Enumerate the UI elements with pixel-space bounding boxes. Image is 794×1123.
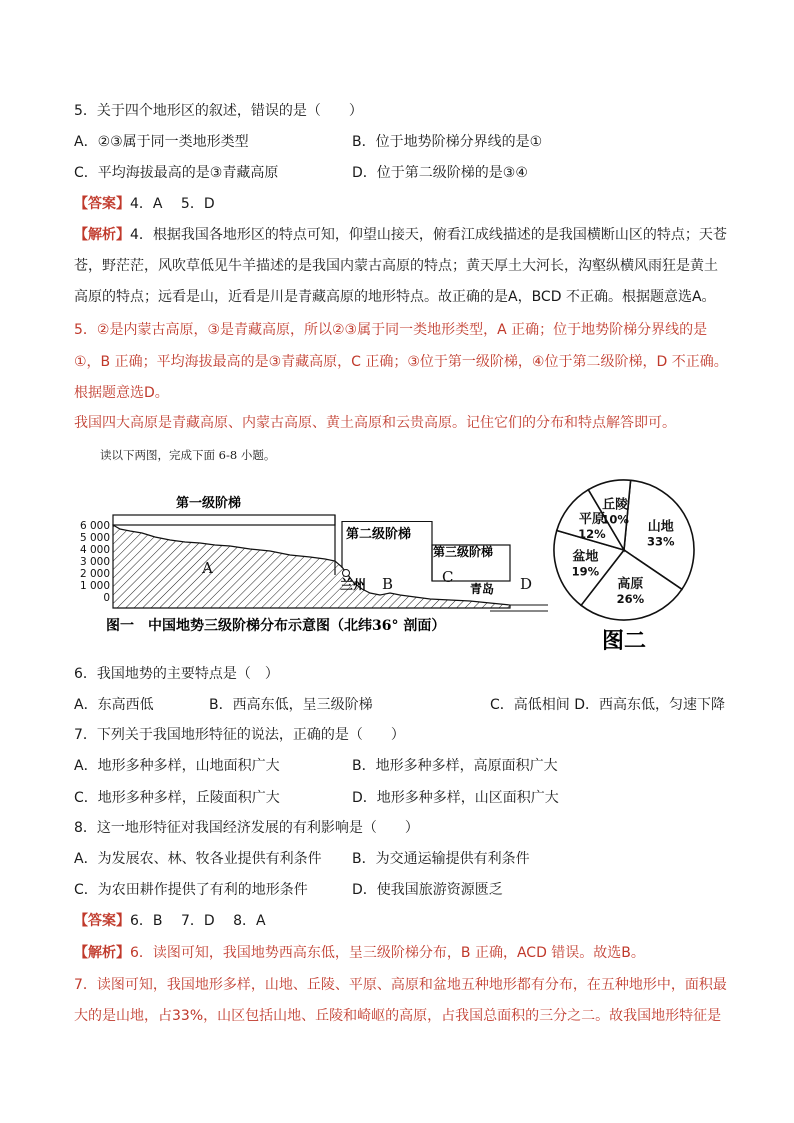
y-tick-label: 0 — [103, 592, 110, 604]
q8-option-b: B．为交通运输提供有利条件 — [352, 851, 530, 867]
answer-tag: 【答案】 — [74, 913, 130, 929]
q8-option-d: D．使我国旅游资源匮乏 — [352, 882, 503, 898]
qingdao-label: 青岛 — [470, 582, 495, 596]
y-tick-label: 4 000 — [79, 544, 110, 556]
pie-value-label: 26% — [616, 592, 645, 607]
lanzhou-marker — [343, 570, 350, 577]
q7-option-a: A．地形多种多样，山地面积广大 — [74, 758, 280, 774]
label-c: C — [442, 568, 454, 586]
y-tick-label: 3 000 — [79, 556, 110, 568]
explanation-tag: 【解析】 — [74, 227, 130, 243]
pie-title: 图二 — [601, 628, 647, 654]
figure-intro: 读以下两图，完成下面 6-8 小题。 — [100, 448, 276, 462]
label-b: B — [382, 575, 394, 593]
y-tick-label: 1 000 — [79, 580, 110, 592]
lanzhou-label: 兰州 — [340, 578, 367, 593]
q5-option-c: C．平均海拔最高的是③青藏高原 — [74, 165, 279, 181]
pie-category-label: 盆地 — [572, 549, 599, 565]
step-1-label: 第一级阶梯 — [176, 496, 242, 511]
explanation-line-4: 5．②是内蒙古高原，③是青藏高原，所以②③属于同一类地形类型，A 正确；位于地势阶梯分界线的是 — [74, 322, 708, 338]
explanation-line-2: 苍，野茫茫，风吹草低见牛羊描述的是我国内蒙古高原的特点；黄天厚土大河长，沟壑纵横风雨狂是黄土 — [74, 258, 718, 274]
explanation-line-7: 我国四大高原是青藏高原、内蒙古高原、黄土高原和云贵高原。记住它们的分布和特点解答即可。 — [74, 415, 676, 431]
q7-option-c: C．地形多种多样，丘陵面积广大 — [74, 790, 280, 806]
q5-stem: 5．关于四个地形区的叙述，错误的是（ ） — [74, 103, 363, 119]
explanation-2-line-1 — [74, 943, 645, 963]
explanation-2-line-2: 7．读图可知，我国地形多样，山地、丘陵、平原、高原和盆地五种地形都有分布，在五种地形中，面积最 — [74, 977, 727, 993]
explanation-tag: 【解析】 — [74, 945, 130, 961]
y-tick-label: 2 000 — [79, 568, 110, 580]
explanation-text: 6．读图可知，我国地势西高东低，呈三级阶梯分布，B 正确，ACD 错误。故选B。 — [130, 945, 645, 961]
label-a: A — [202, 559, 213, 577]
y-tick-label: 6 000 — [79, 520, 110, 532]
pie-category-label: 丘陵 — [602, 497, 629, 513]
terrain-profile — [113, 525, 510, 608]
answer-tag: 【答案】 — [74, 196, 130, 212]
explanation-text: 4．根据我国各地形区的特点可知，仰望山接天，俯看江成线描述的是我国横断山区的特点；天苍 — [130, 227, 727, 243]
explanation-line-1 — [74, 225, 727, 245]
explanation-line-5: ①，B 正确；平均海拔最高的是③青藏高原，C 正确；③位于第一级阶梯，④位于第二级阶梯，D 不正确。 — [74, 354, 728, 370]
step-1-box — [113, 515, 335, 525]
figure-1-caption: 图一 中国地势三级阶梯分布示意图（北纬36° 剖面） — [106, 618, 446, 634]
pie-category-label: 平原 — [578, 512, 605, 528]
q6-stem: 6．我国地势的主要特点是（ ） — [74, 666, 279, 682]
pie-value-label: 12% — [578, 527, 606, 542]
answer-text: 4．A 5．D — [130, 196, 215, 212]
q7-stem: 7．下列关于我国地形特征的说法，正确的是（ ） — [74, 727, 405, 743]
answer-block-2 — [74, 911, 266, 931]
answer-text: 6．B 7．D 8．A — [130, 913, 266, 929]
q7-option-d: D．地形多种多样，山区面积广大 — [352, 790, 559, 806]
step-2-label: 第二级阶梯 — [346, 527, 412, 542]
terrain-pie-chart — [550, 478, 710, 658]
pie-category-label: 山地 — [647, 519, 674, 535]
q8-stem: 8．这一地形特征对我国经济发展的有利影响是（ ） — [74, 820, 419, 836]
answer-block-1 — [74, 194, 215, 214]
q8-option-c: C．为农田耕作提供了有利的地形条件 — [74, 882, 308, 898]
q5-option-d: D．位于第二级阶梯的是③④ — [352, 165, 528, 181]
pie-category-label: 高原 — [617, 577, 644, 593]
step-3-label: 第三级阶梯 — [433, 545, 494, 559]
y-tick-label: 5 000 — [79, 532, 110, 544]
explanation-line-6: 根据题意选D。 — [74, 385, 169, 401]
q5-option-a: A．②③属于同一类地形类型 — [74, 134, 249, 150]
pie-value-label: 33% — [646, 534, 675, 549]
pie-value-label: 19% — [571, 564, 600, 579]
q7-option-b: B．地形多种多样，高原面积广大 — [352, 758, 558, 774]
pie-value-label: 10% — [601, 512, 629, 527]
label-d: D — [520, 575, 533, 593]
q8-option-a: A．为发展农、林、牧各业提供有利条件 — [74, 851, 322, 867]
q6-option-a: A．东高西低 — [74, 697, 154, 713]
terrain-profile-figure — [70, 485, 560, 645]
explanation-line-3: 高原的特点；远看是山，近看是川是青藏高原的地形特点。故正确的是A，BCD 不正确。根据题意选A。 — [74, 289, 716, 305]
q5-option-b: B．位于地势阶梯分界线的是① — [352, 134, 543, 150]
explanation-2-line-3: 大的是山地，占33%，山区包括山地、丘陵和崎岖的高原，占我国总面积的三分之二。故我国地形特征是 — [74, 1008, 722, 1024]
q6-option-cd: C．高低相间 D．西高东低，匀速下降 — [490, 697, 726, 713]
q6-option-b: B．西高东低，呈三级阶梯 — [209, 697, 373, 713]
